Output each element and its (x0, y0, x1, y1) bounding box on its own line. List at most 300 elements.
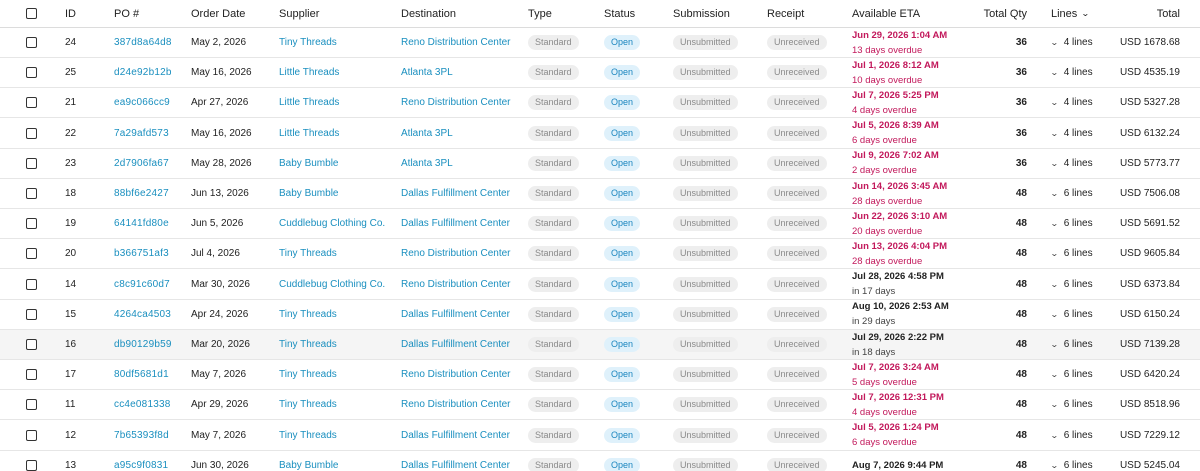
destination-link[interactable]: Dallas Fulfillment Center (401, 339, 510, 350)
row-id: 16 (65, 339, 77, 350)
po-number-link[interactable]: ea9c066cc9 (114, 97, 170, 109)
supplier-link[interactable]: Cuddlebug Clothing Co. (279, 278, 386, 290)
column-header-type[interactable]: Type (528, 7, 552, 20)
type-badge: Standard (528, 277, 579, 292)
status-badge: Open (604, 367, 640, 382)
destination-link[interactable]: Dallas Fulfillment Center (401, 188, 510, 199)
total-qty: 36 (1015, 157, 1027, 169)
lines-count: 6 lines (1063, 218, 1093, 230)
type-badge: Standard (528, 367, 579, 382)
table-row[interactable] (0, 28, 1200, 58)
select-all-cell (26, 0, 40, 27)
table-header (0, 0, 1200, 28)
eta-date: Aug 10, 2026 2:53 AM (852, 301, 949, 313)
lines-expander[interactable] (1051, 149, 1111, 178)
row-select-cell (26, 149, 40, 178)
receipt-badge: Unreceived (767, 428, 827, 443)
submission-badge: Unsubmitted (673, 156, 738, 171)
row-id: 20 (65, 248, 77, 260)
lines-expander[interactable] (1051, 28, 1111, 57)
table-row[interactable] (0, 209, 1200, 239)
lines-expander[interactable] (1051, 58, 1111, 87)
lines-count: 6 lines (1063, 248, 1093, 260)
lines-expander[interactable] (1051, 390, 1111, 419)
receipt-badge: Unreceived (767, 186, 827, 201)
order-date: Jun 30, 2026 (191, 459, 249, 471)
total-qty: 48 (1015, 248, 1027, 260)
row-select-cell (26, 390, 40, 419)
row-select-cell (26, 421, 40, 450)
supplier-link[interactable]: Little Threads (279, 127, 340, 139)
row-checkbox[interactable] (26, 218, 37, 229)
eta-cell (852, 421, 972, 450)
total-qty: 36 (1015, 97, 1027, 109)
supplier-link[interactable]: Cuddlebug Clothing Co. (279, 218, 386, 230)
chevron-down-icon: ⌄ (1049, 98, 1059, 108)
column-header-order-date[interactable]: Order Date (191, 7, 246, 20)
po-number-link[interactable]: 80df5681d1 (114, 369, 169, 381)
receipt-badge: Unreceived (767, 156, 827, 171)
type-badge: Standard (528, 397, 579, 412)
submission-badge: Unsubmitted (673, 216, 738, 231)
row-checkbox[interactable] (26, 188, 37, 199)
row-checkbox[interactable] (26, 399, 37, 410)
order-total: USD 5773.77 (1119, 157, 1180, 169)
receipt-badge: Unreceived (767, 126, 827, 141)
chevron-down-icon: ⌄ (1049, 128, 1059, 138)
po-number-link[interactable]: cc4e081338 (114, 399, 171, 411)
destination-link[interactable]: Dallas Fulfillment Center (401, 218, 510, 230)
type-badge: Standard (528, 307, 579, 322)
receipt-badge: Unreceived (767, 307, 827, 322)
row-id: 15 (65, 308, 77, 320)
status-badge: Open (604, 458, 640, 471)
chevron-down-icon: ⌄ (1049, 249, 1059, 259)
submission-badge: Unsubmitted (673, 126, 738, 141)
row-id: 12 (65, 429, 77, 441)
status-badge: Open (604, 428, 640, 443)
table-row[interactable] (0, 330, 1200, 360)
row-id: 14 (65, 278, 77, 290)
eta-status: 6 days overdue (852, 135, 917, 147)
row-checkbox[interactable] (26, 37, 37, 48)
eta-cell (852, 149, 972, 178)
chevron-down-icon: ⌄ (1049, 279, 1059, 289)
row-id: 17 (65, 369, 77, 381)
eta-cell (852, 300, 972, 329)
eta-cell (852, 209, 972, 238)
row-select-cell (26, 179, 40, 208)
eta-date: Jun 22, 2026 3:10 AM (852, 210, 948, 222)
submission-badge: Unsubmitted (673, 277, 738, 292)
submission-badge: Unsubmitted (673, 307, 738, 322)
total-qty: 48 (1015, 188, 1027, 199)
row-id: 11 (65, 399, 76, 411)
submission-badge: Unsubmitted (673, 246, 738, 261)
select-all-checkbox[interactable] (26, 8, 37, 19)
order-date: Mar 20, 2026 (191, 339, 250, 350)
eta-date: Jul 5, 2026 8:39 AM (852, 120, 939, 132)
order-total: USD 5327.28 (1119, 97, 1180, 109)
lines-expander[interactable] (1051, 421, 1111, 450)
column-header-supplier[interactable]: Supplier (279, 7, 320, 20)
destination-link[interactable]: Dallas Fulfillment Center (401, 459, 510, 471)
table-row[interactable] (0, 451, 1200, 471)
eta-date: Jul 28, 2026 4:58 PM (852, 271, 944, 283)
order-total: USD 8518.96 (1119, 399, 1180, 411)
receipt-badge: Unreceived (767, 337, 827, 352)
row-id: 18 (65, 188, 77, 199)
row-id: 25 (65, 67, 77, 79)
supplier-link[interactable]: Baby Bumble (279, 157, 339, 169)
column-header-destination[interactable]: Destination (401, 7, 457, 20)
chevron-down-icon: ⌄ (1049, 309, 1059, 319)
chevron-down-icon: ⌄ (1049, 460, 1059, 470)
lines-count: 6 lines (1063, 278, 1093, 290)
eta-cell (852, 360, 972, 389)
eta-date: Jun 29, 2026 1:04 AM (852, 29, 948, 41)
receipt-badge: Unreceived (767, 35, 827, 50)
lines-expander[interactable] (1051, 239, 1111, 268)
destination-link[interactable]: Reno Distribution Center (401, 369, 511, 381)
status-badge: Open (604, 95, 640, 110)
type-badge: Standard (528, 216, 579, 231)
row-select-cell (26, 360, 40, 389)
destination-link[interactable]: Atlanta 3PL (401, 67, 453, 79)
lines-expander[interactable] (1051, 300, 1111, 329)
order-total: USD 6420.24 (1119, 369, 1180, 381)
column-header-total-qty[interactable]: Total Qty (983, 7, 1027, 20)
eta-date: Jul 1, 2026 8:12 AM (852, 59, 939, 71)
eta-status: in 18 days (852, 346, 896, 358)
eta-cell (852, 58, 972, 87)
lines-expander[interactable] (1051, 88, 1111, 117)
order-date: Jun 13, 2026 (191, 188, 249, 199)
column-header-receipt[interactable]: Receipt (767, 7, 805, 20)
po-number-link[interactable]: 4264ca4503 (114, 308, 172, 320)
type-badge: Standard (528, 337, 579, 352)
lines-count: 6 lines (1063, 459, 1093, 471)
eta-cell (852, 28, 972, 57)
lines-count: 6 lines (1063, 429, 1093, 441)
destination-link[interactable]: Atlanta 3PL (401, 157, 453, 169)
order-date: May 7, 2026 (191, 429, 247, 441)
row-checkbox[interactable] (26, 97, 37, 108)
order-total: USD 7229.12 (1119, 429, 1180, 441)
row-id: 19 (65, 218, 77, 230)
row-checkbox[interactable] (26, 279, 37, 290)
total-qty: 48 (1015, 399, 1027, 411)
total-qty: 36 (1015, 127, 1027, 139)
row-checkbox[interactable] (26, 309, 37, 320)
eta-date: Jul 7, 2026 12:31 PM (852, 391, 944, 403)
table-row[interactable] (0, 58, 1200, 88)
order-date: May 16, 2026 (191, 127, 252, 139)
row-select-cell (26, 270, 40, 299)
column-header-submission[interactable]: Submission (673, 7, 730, 20)
eta-status: 10 days overdue (852, 74, 923, 86)
order-total: USD 9605.84 (1119, 248, 1180, 260)
status-badge: Open (604, 156, 640, 171)
eta-status: 4 days overdue (852, 406, 917, 418)
po-number-link[interactable]: b366751af3 (114, 248, 169, 260)
po-number-link[interactable]: 88bf6e2427 (114, 188, 169, 199)
status-badge: Open (604, 65, 640, 80)
row-checkbox[interactable] (26, 430, 37, 441)
total-qty: 48 (1015, 429, 1027, 441)
lines-expander[interactable] (1051, 270, 1111, 299)
po-number-link[interactable]: db90129b59 (114, 339, 172, 350)
chevron-down-icon: ⌄ (1049, 38, 1059, 47)
column-header-po[interactable]: PO # (114, 7, 140, 20)
type-badge: Standard (528, 428, 579, 443)
submission-badge: Unsubmitted (673, 186, 738, 201)
submission-badge: Unsubmitted (673, 397, 738, 412)
order-date: Apr 27, 2026 (191, 97, 249, 109)
order-total: USD 7139.28 (1119, 339, 1180, 350)
order-total: USD 4535.19 (1119, 67, 1180, 79)
receipt-badge: Unreceived (767, 65, 827, 80)
po-number-link[interactable]: 387d8a64d8 (114, 37, 172, 48)
row-select-cell (26, 28, 40, 57)
order-date: May 28, 2026 (191, 157, 252, 169)
destination-link[interactable]: Reno Distribution Center (401, 248, 511, 260)
receipt-badge: Unreceived (767, 277, 827, 292)
lines-count: 4 lines (1063, 157, 1093, 169)
row-checkbox[interactable] (26, 67, 37, 78)
column-header-id[interactable]: ID (65, 7, 76, 20)
table-row[interactable] (0, 119, 1200, 149)
chevron-down-icon: ⌄ (1049, 68, 1059, 78)
supplier-link[interactable]: Tiny Threads (279, 308, 337, 320)
po-number-link[interactable]: a95c9f0831 (114, 459, 169, 471)
order-date: Mar 30, 2026 (191, 278, 250, 290)
lines-count: 4 lines (1063, 127, 1093, 139)
column-header-status[interactable]: Status (604, 7, 636, 20)
column-header-eta[interactable]: Available ETA (852, 7, 921, 20)
table-row[interactable] (0, 360, 1200, 390)
eta-date: Jul 29, 2026 2:22 PM (852, 331, 944, 343)
status-badge: Open (604, 337, 640, 352)
lines-count: 4 lines (1063, 67, 1093, 79)
chevron-down-icon: ⌄ (1081, 9, 1091, 18)
eta-date: Jul 9, 2026 7:02 AM (852, 150, 939, 162)
type-badge: Standard (528, 156, 579, 171)
po-number-link[interactable]: 64141fd80e (114, 218, 169, 230)
supplier-link[interactable]: Tiny Threads (279, 339, 337, 350)
type-badge: Standard (528, 95, 579, 110)
lines-expander[interactable] (1051, 451, 1111, 471)
row-id: 21 (65, 97, 77, 109)
status-badge: Open (604, 397, 640, 412)
lines-count: 6 lines (1063, 308, 1093, 320)
receipt-badge: Unreceived (767, 367, 827, 382)
eta-cell (852, 239, 972, 268)
eta-cell (852, 179, 972, 208)
status-badge: Open (604, 307, 640, 322)
order-total: USD 1678.68 (1119, 37, 1180, 48)
submission-badge: Unsubmitted (673, 95, 738, 110)
eta-cell (852, 390, 972, 419)
chevron-down-icon: ⌄ (1049, 340, 1059, 349)
receipt-badge: Unreceived (767, 397, 827, 412)
type-badge: Standard (528, 35, 579, 50)
table-row[interactable] (0, 149, 1200, 179)
supplier-link[interactable]: Baby Bumble (279, 459, 339, 471)
table-row[interactable] (0, 421, 1200, 451)
lines-expander[interactable] (1051, 330, 1111, 359)
lines-count: 6 lines (1063, 369, 1093, 381)
eta-status: 28 days overdue (852, 255, 923, 267)
lines-expander[interactable] (1051, 360, 1111, 389)
eta-status: 20 days overdue (852, 225, 923, 237)
row-id: 24 (65, 37, 77, 48)
eta-status: 4 days overdue (852, 104, 917, 116)
receipt-badge: Unreceived (767, 246, 827, 261)
po-number-link[interactable]: d24e92b12b (114, 67, 172, 79)
eta-cell (852, 270, 972, 299)
lines-expander[interactable] (1051, 209, 1111, 238)
order-total: USD 6132.24 (1119, 127, 1180, 139)
total-qty: 48 (1015, 308, 1027, 320)
po-number-link[interactable]: 7a29afd573 (114, 127, 169, 139)
order-total: USD 7506.08 (1119, 188, 1180, 199)
submission-badge: Unsubmitted (673, 337, 738, 352)
total-qty: 48 (1015, 218, 1027, 230)
submission-badge: Unsubmitted (673, 458, 738, 471)
eta-status: 28 days overdue (852, 195, 923, 207)
row-id: 23 (65, 157, 77, 169)
row-checkbox[interactable] (26, 158, 37, 169)
eta-cell (852, 119, 972, 148)
po-number-link[interactable]: c8c91c60d7 (114, 278, 170, 290)
row-select-cell (26, 300, 40, 329)
total-qty: 48 (1015, 459, 1027, 471)
row-id: 22 (65, 127, 77, 139)
lines-count: 6 lines (1063, 188, 1093, 199)
status-badge: Open (604, 35, 640, 50)
type-badge: Standard (528, 186, 579, 201)
order-total: USD 6150.24 (1119, 308, 1180, 320)
submission-badge: Unsubmitted (673, 65, 738, 80)
eta-date: Jun 14, 2026 3:45 AM (852, 180, 948, 192)
order-date: May 16, 2026 (191, 67, 252, 79)
status-badge: Open (604, 126, 640, 141)
eta-status: 2 days overdue (852, 165, 917, 177)
row-checkbox[interactable] (26, 460, 37, 471)
status-badge: Open (604, 216, 640, 231)
row-select-cell (26, 58, 40, 87)
chevron-down-icon: ⌄ (1049, 158, 1059, 168)
order-total: USD 6373.84 (1119, 278, 1180, 290)
order-date: Jul 4, 2026 (191, 248, 240, 260)
supplier-link[interactable]: Tiny Threads (279, 248, 337, 260)
supplier-link[interactable]: Baby Bumble (279, 188, 339, 199)
status-badge: Open (604, 277, 640, 292)
chevron-down-icon: ⌄ (1049, 400, 1059, 410)
type-badge: Standard (528, 246, 579, 261)
row-checkbox[interactable] (26, 128, 37, 139)
column-header-total[interactable]: Total (1156, 7, 1180, 20)
order-date: May 7, 2026 (191, 369, 247, 381)
eta-date: Jul 7, 2026 3:24 AM (852, 361, 939, 373)
destination-link[interactable]: Atlanta 3PL (401, 127, 453, 139)
order-date: Apr 24, 2026 (191, 308, 249, 320)
row-checkbox[interactable] (26, 248, 37, 259)
table-row[interactable] (0, 300, 1200, 330)
chevron-down-icon: ⌄ (1049, 219, 1059, 229)
table-row[interactable] (0, 179, 1200, 209)
eta-status: 6 days overdue (852, 437, 917, 449)
supplier-link[interactable]: Tiny Threads (279, 37, 337, 48)
submission-badge: Unsubmitted (673, 428, 738, 443)
column-header-lines-label: Lines (1051, 7, 1078, 20)
table-row[interactable] (0, 390, 1200, 420)
column-header-lines[interactable] (1051, 0, 1111, 27)
type-badge: Standard (528, 458, 579, 471)
lines-count: 6 lines (1063, 399, 1093, 411)
eta-date: Jul 7, 2026 5:25 PM (852, 89, 939, 101)
type-badge: Standard (528, 126, 579, 141)
total-qty: 36 (1015, 37, 1027, 48)
destination-link[interactable]: Reno Distribution Center (401, 278, 511, 290)
receipt-badge: Unreceived (767, 458, 827, 471)
order-date: Jun 5, 2026 (191, 218, 244, 230)
row-checkbox[interactable] (26, 369, 37, 380)
table-row[interactable] (0, 239, 1200, 269)
destination-link[interactable]: Reno Distribution Center (401, 399, 511, 411)
eta-date: Jul 5, 2026 1:24 PM (852, 422, 939, 434)
destination-link[interactable]: Reno Distribution Center (401, 97, 511, 109)
lines-count: 4 lines (1063, 37, 1093, 48)
eta-status: in 17 days (852, 286, 896, 298)
row-select-cell (26, 209, 40, 238)
supplier-link[interactable]: Tiny Threads (279, 399, 337, 411)
supplier-link[interactable]: Tiny Threads (279, 429, 337, 441)
eta-date: Jun 13, 2026 4:04 PM (852, 240, 948, 252)
supplier-link[interactable]: Little Threads (279, 67, 340, 79)
total-qty: 48 (1015, 369, 1027, 381)
order-total: USD 5691.52 (1119, 218, 1180, 230)
eta-status: in 29 days (852, 316, 896, 328)
row-select-cell (26, 330, 40, 359)
eta-status: 13 days overdue (852, 44, 923, 56)
destination-link[interactable]: Reno Distribution Center (401, 37, 511, 48)
order-date: May 2, 2026 (191, 37, 247, 48)
row-select-cell (26, 451, 40, 471)
receipt-badge: Unreceived (767, 95, 827, 110)
po-number-link[interactable]: 7b65393f8d (114, 429, 169, 441)
table-row[interactable] (0, 88, 1200, 118)
eta-cell (852, 451, 972, 471)
po-number-link[interactable]: 2d7906fa67 (114, 157, 169, 169)
chevron-down-icon: ⌄ (1049, 370, 1059, 380)
type-badge: Standard (528, 65, 579, 80)
destination-link[interactable]: Dallas Fulfillment Center (401, 308, 510, 320)
row-checkbox[interactable] (26, 339, 37, 350)
row-select-cell (26, 88, 40, 117)
lines-expander[interactable] (1051, 179, 1111, 208)
row-select-cell (26, 239, 40, 268)
lines-expander[interactable] (1051, 119, 1111, 148)
destination-link[interactable]: Dallas Fulfillment Center (401, 429, 510, 441)
table-row[interactable] (0, 270, 1200, 300)
supplier-link[interactable]: Tiny Threads (279, 369, 337, 381)
total-qty: 48 (1015, 339, 1027, 350)
supplier-link[interactable]: Little Threads (279, 97, 340, 109)
eta-date: Aug 7, 2026 9:44 PM (852, 459, 944, 471)
submission-badge: Unsubmitted (673, 35, 738, 50)
